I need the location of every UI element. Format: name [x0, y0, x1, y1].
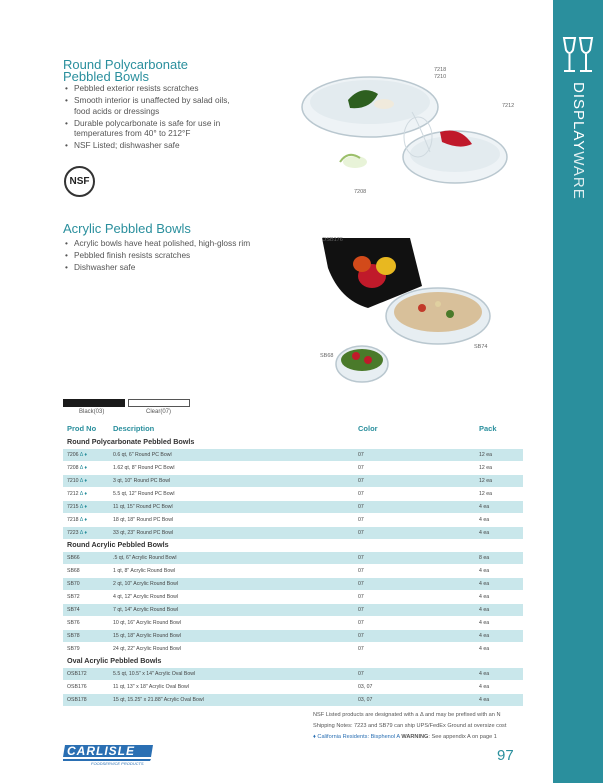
- cell-prod-no: [67, 491, 87, 497]
- cell-prod-no: [67, 684, 87, 690]
- cell-color: 07: [358, 594, 364, 600]
- nsf-logo: [64, 166, 95, 197]
- cell-description: 24 qt, 22" Acrylic Round Bowl: [113, 646, 181, 652]
- cell-description: 11 qt, 15" Round PC Bowl: [113, 504, 173, 510]
- cell-description: 33 qt, 23" Round PC Bowl: [113, 530, 174, 536]
- cell-color: 07: [358, 646, 364, 652]
- cell-color: 07: [358, 633, 364, 639]
- photo-label-sb68: SB68: [320, 353, 334, 359]
- table-row: [63, 462, 523, 474]
- cell-description: 18 qt, 18" Round PC Bowl: [113, 517, 174, 523]
- cell-color: 07: [358, 491, 364, 497]
- cell-color: 07: [358, 607, 364, 613]
- cell-description: 11 qt, 13" x 18" Acrylic Oval Bowl: [113, 684, 189, 690]
- prod-no: SB78: [67, 633, 80, 639]
- cell-prod-no: [67, 555, 80, 561]
- footnote-california-prefix: ♦ California Residents: Bisphenol A: [313, 734, 400, 740]
- cell-prod-no: [67, 517, 87, 523]
- bullet: • Pebbled finish resists scratches: [65, 250, 295, 261]
- swatch-clear: [128, 399, 190, 407]
- cell-prod-no: [67, 504, 87, 510]
- carlisle-tagline: FOODSERVICE PRODUCTS: [91, 761, 144, 766]
- prod-marks: Δ ♦: [79, 504, 87, 510]
- section1-title-line2: Pebbled Bowls: [63, 69, 149, 84]
- prod-no: SB79: [67, 646, 80, 652]
- prod-no: 7206: [67, 452, 79, 458]
- prod-no: 7210: [67, 478, 79, 484]
- table-row: [63, 617, 523, 629]
- prod-no: SB72: [67, 594, 80, 600]
- bullet: • Dishwasher safe: [65, 262, 295, 273]
- table-group-header: Round Polycarbonate Pebbled Bowls: [67, 437, 195, 446]
- prod-marks: Δ ♦: [79, 517, 87, 523]
- cell-prod-no: [67, 646, 80, 652]
- cell-prod-no: [67, 568, 80, 574]
- cell-description: 15 qt, 15.25" x 21.88" Acrylic Oval Bowl: [113, 697, 204, 703]
- table-row: [63, 501, 523, 513]
- cell-pack: 4 ea: [479, 568, 490, 574]
- footnote-nsf: NSF Listed products are designated with a Δ and may be prefixed with an N: [313, 712, 501, 718]
- cell-pack: 4 ea: [479, 684, 490, 690]
- cell-description: 1 qt, 8" Acrylic Round Bowl: [113, 568, 176, 574]
- cell-pack: 4 ea: [479, 607, 490, 613]
- cell-pack: 4 ea: [479, 671, 490, 677]
- footnote-california: [313, 734, 497, 740]
- footnote-california-suffix: : See appendix A on page 1: [428, 734, 497, 740]
- cell-prod-no: [67, 671, 87, 677]
- prod-no: 7215: [67, 504, 79, 510]
- cell-description: 7 qt, 14" Acrylic Round Bowl: [113, 607, 178, 613]
- header-prod-no: Prod No: [67, 424, 97, 433]
- cell-pack: 8 ea: [479, 555, 490, 561]
- bullet: • Pebbled exterior resists scratches: [65, 83, 255, 94]
- carlisle-logo: [63, 743, 155, 767]
- table-row: [63, 527, 523, 539]
- prod-marks: Δ ♦: [79, 530, 87, 536]
- cell-color: 07: [358, 452, 364, 458]
- table-row: [63, 552, 523, 564]
- cell-pack: 4 ea: [479, 530, 490, 536]
- section-sidebar: [553, 0, 603, 783]
- acrylic-bowls-photo: [310, 228, 495, 403]
- table-row: [63, 565, 523, 577]
- cell-description: 0.6 qt, 6" Round PC Bowl: [113, 452, 172, 458]
- cell-color: 07: [358, 568, 364, 574]
- cell-prod-no: [67, 530, 87, 536]
- bullet: • NSF Listed; dishwasher safe: [65, 140, 255, 151]
- cell-description: .5 qt, 6" Acrylic Round Bowl: [113, 555, 177, 561]
- cell-color: 07: [358, 555, 364, 561]
- cell-color: 07: [358, 530, 364, 536]
- cell-pack: 4 ea: [479, 620, 490, 626]
- prod-no: SB76: [67, 620, 80, 626]
- table-group-header: Round Acrylic Pebbled Bowls: [67, 540, 169, 549]
- cell-prod-no: [67, 633, 80, 639]
- cell-pack: 12 ea: [479, 491, 492, 497]
- nsf-logo-text: NSF: [69, 176, 90, 187]
- header-color: Color: [358, 424, 378, 433]
- carlisle-wordmark: CARLISLE: [67, 744, 135, 758]
- cell-color: 03, 07: [358, 697, 373, 703]
- prod-no: 7218: [67, 517, 79, 523]
- cell-description: 10 qt, 16" Acrylic Round Bowl: [113, 620, 181, 626]
- cell-prod-no: [67, 465, 87, 471]
- cell-color: 07: [358, 620, 364, 626]
- table-row: [63, 488, 523, 500]
- bullet: • Durable polycarbonate is safe for use in temperatures from 40° to 212°F: [65, 118, 246, 139]
- table-row: [63, 681, 523, 693]
- cell-description: 3 qt, 10" Round PC Bowl: [113, 478, 171, 484]
- prod-no: SB70: [67, 581, 80, 587]
- bullet: • Smooth interior is unaffected by salad oils, food acids or dressings: [65, 95, 246, 116]
- cell-description: 1.62 qt, 8" Round PC Bowl: [113, 465, 175, 471]
- cell-prod-no: [67, 620, 80, 626]
- cell-pack: 12 ea: [479, 478, 492, 484]
- cell-prod-no: [67, 478, 87, 484]
- photo-label-7208: 7208: [354, 189, 367, 195]
- section1-title-line1: Round Polycarbonate: [63, 57, 189, 72]
- table-row: [63, 578, 523, 590]
- prod-no: 7223: [67, 530, 79, 536]
- cell-pack: 12 ea: [479, 452, 492, 458]
- cell-pack: 12 ea: [479, 465, 492, 471]
- table-row: [63, 591, 523, 603]
- cell-pack: 4 ea: [479, 697, 490, 703]
- section-label-b: WARE: [570, 151, 587, 200]
- prod-no: SB74: [67, 607, 80, 613]
- cell-description: 2 qt, 10" Acrylic Round Bowl: [113, 581, 178, 587]
- header-pack: Pack: [479, 424, 497, 433]
- section2-title: Acrylic Pebbled Bowls: [63, 221, 191, 236]
- cell-pack: 4 ea: [479, 646, 490, 652]
- table-row: [63, 694, 523, 706]
- table-row: [63, 604, 523, 616]
- prod-marks: Δ ♦: [79, 452, 87, 458]
- cell-description: 15 qt, 18" Acrylic Round Bowl: [113, 633, 181, 639]
- photo-label-7212: 7212: [502, 103, 515, 109]
- cell-pack: 4 ea: [479, 504, 490, 510]
- section-label-a: DISPLAY: [570, 82, 587, 152]
- table-row: [63, 643, 523, 655]
- table-header: [63, 423, 523, 435]
- table-row: [63, 449, 523, 461]
- cell-prod-no: [67, 452, 87, 458]
- footnote-shipping: Shipping Notes: 7223 and SB79 can ship UPS/FedEx Ground at oversize cost: [313, 723, 507, 729]
- cell-prod-no: [67, 607, 80, 613]
- cell-color: 03, 07: [358, 684, 373, 690]
- cell-pack: 4 ea: [479, 581, 490, 587]
- cell-color: 07: [358, 504, 364, 510]
- cell-color: 07: [358, 581, 364, 587]
- table-row: [63, 630, 523, 642]
- prod-no: 7212: [67, 491, 79, 497]
- cell-description: 4 qt, 12" Acrylic Round Bowl: [113, 594, 178, 600]
- prod-no: OSB172: [67, 671, 87, 677]
- cell-description: 5.5 qt, 12" Round PC Bowl: [113, 491, 175, 497]
- photo-label-sb74: SB74: [474, 344, 488, 350]
- bullet: • Acrylic bowls have heat polished, high-gloss rim: [65, 238, 295, 249]
- cell-prod-no: [67, 697, 87, 703]
- swatch-clear-label: Clear(07): [146, 409, 172, 415]
- header-description: Description: [113, 424, 155, 433]
- photo-label-7218: 7218: [434, 67, 447, 73]
- cell-color: 07: [358, 671, 364, 677]
- table-row: [63, 514, 523, 526]
- section-label: [567, 82, 591, 222]
- cell-pack: 4 ea: [479, 517, 490, 523]
- prod-no: OSB176: [67, 684, 87, 690]
- prod-marks: Δ ♦: [79, 478, 87, 484]
- section1-bullets: [65, 83, 255, 152]
- table-group-header: Oval Acrylic Pebbled Bowls: [67, 656, 162, 665]
- footnote-warning: WARNING: [401, 734, 429, 740]
- cell-description: 5.5 qt, 10.5" x 14" Acrylic Oval Bowl: [113, 671, 196, 677]
- cell-color: 07: [358, 517, 364, 523]
- cell-prod-no: [67, 594, 80, 600]
- swatch-black-label: Black(03): [79, 409, 105, 415]
- swatch-black: [63, 399, 125, 407]
- cell-pack: 4 ea: [479, 633, 490, 639]
- cell-pack: 4 ea: [479, 594, 490, 600]
- prod-marks: Δ ♦: [79, 491, 87, 497]
- prod-marks: Δ ♦: [79, 465, 87, 471]
- photo-label-osb176: OSB176: [322, 237, 343, 243]
- prod-no: SB68: [67, 568, 80, 574]
- cell-color: 07: [358, 465, 364, 471]
- section2-bullets: [65, 238, 295, 274]
- page-number: 97: [497, 747, 514, 764]
- photo-label-7210: 7210: [434, 74, 447, 80]
- prod-no: 7208: [67, 465, 79, 471]
- wine-glass-icon: [561, 36, 595, 76]
- prod-no: OSB178: [67, 697, 87, 703]
- pc-bowls-photo: [300, 62, 525, 202]
- table-row: [63, 475, 523, 487]
- prod-no: SB66: [67, 555, 80, 561]
- table-row: [63, 668, 523, 680]
- cell-color: 07: [358, 478, 364, 484]
- section1-title: [63, 59, 188, 83]
- cell-prod-no: [67, 581, 80, 587]
